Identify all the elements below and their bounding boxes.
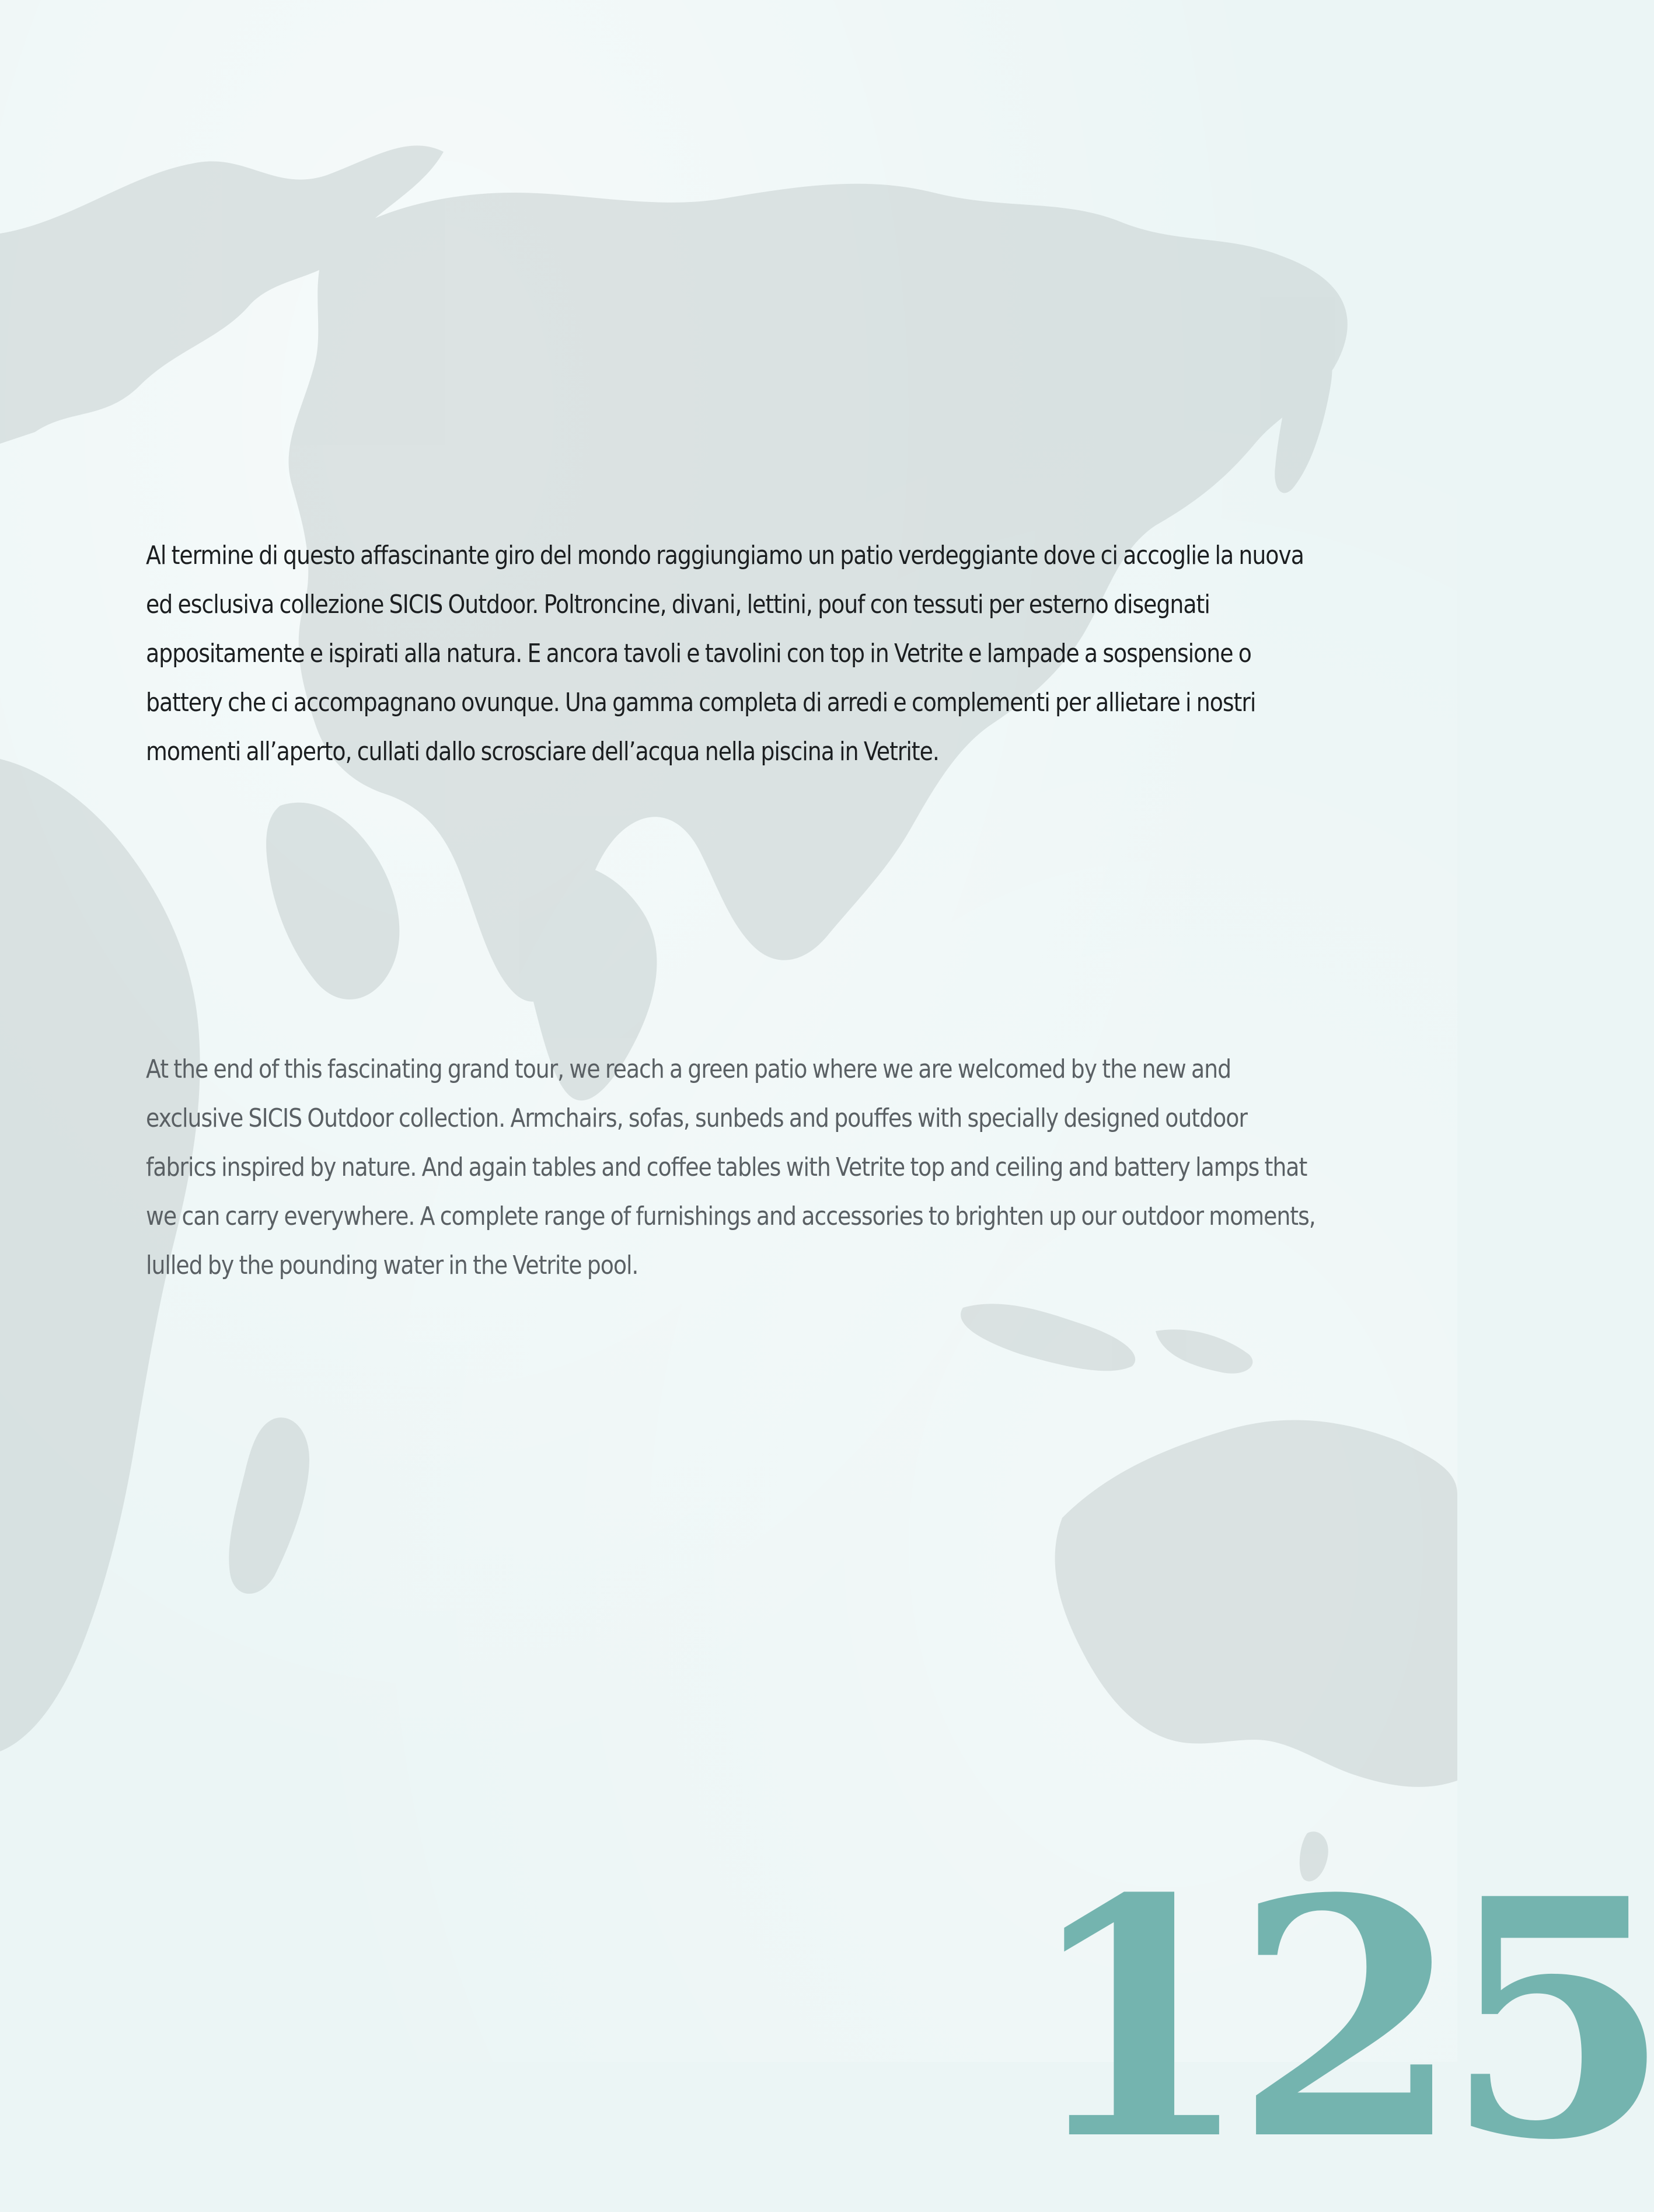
paragraph-italian: Al termine di questo affascinante giro del mondo raggiungiamo un patio verdeggiante dove ci accoglie la nuova ed esclusiva collezione SICIS Outdoor. Poltroncine, divani, lettini, pouf con tessuti per esterno disegnati appositamente e ispirati alla natura. E ancora tavoli e tavolini con top in Vetrite e lampade a sospensione o battery che ci accompagnano ovunque. Una gamma completa di arredi e complementi per allietare i nostri momenti all’aperto, cullati dallo scrosciare dell’acqua nella piscina in Vetrite.: [146, 541, 1304, 767]
map-shape-australia: [1055, 1420, 1457, 1787]
paragraph-english: At the end of this fascinating grand tour, we reach a green patio where we are welcomed by the new and exclusive SICIS Outdoor collection. Armchairs, sofas, sunbeds and pouffes with specially designed outdoor fabrics inspired by nature. And again tables and coffee tables with Vetrite top and ceiling and battery lamps that we can carry everywhere. A complete range of furnishings and accessories to brighten up our outdoor moments, lulled by the pounding water in the Vetrite pool.: [146, 1054, 1315, 1280]
map-shape-madagascar: [229, 1417, 309, 1594]
map-shape-indonesia: [961, 1304, 1135, 1371]
page-number: 125: [1024, 1828, 1654, 2212]
map-shape-arabia: [266, 803, 399, 999]
